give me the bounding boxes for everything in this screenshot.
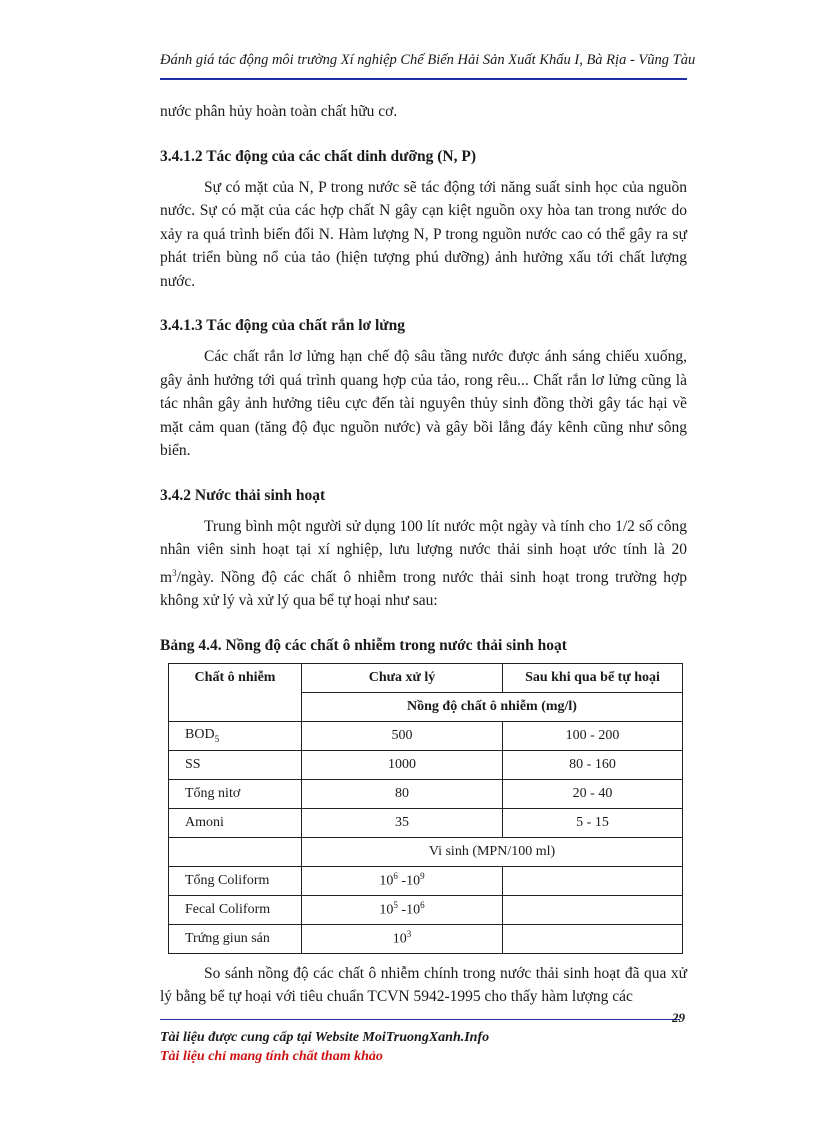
paragraph-suspended-solids: Các chất rắn lơ lửng hạn chế độ sâu tầng nước được ánh sáng chiếu xuống, gây ảnh hưởng tới quá trình quang hợp của tảo, rong rêu... Chất rắn lơ lửng cũng là tác nhân gây ảnh hưởng tiêu cực đến tài nguyên thủy sinh đồng thời gây tác hại về mặt cảm quan (tăng độ đục nguồn nước) và gây bồi lắng đáy kênh cũng như sông biển. bbox=[160, 348, 687, 459]
table-row bbox=[169, 808, 683, 837]
section-title-domestic-wastewater: 3.4.2 Nước thải sinh hoạt bbox=[160, 486, 326, 504]
row-name: Tổng Coliform bbox=[169, 866, 302, 895]
row-untreated: $10^5$ $-10^6$ bbox=[302, 895, 503, 924]
row-untreated: 35 bbox=[302, 808, 503, 837]
pollutant-table bbox=[168, 663, 683, 954]
section-title-nutrients: 3.4.1.2 Tác động của các chất dinh dưỡng (N, P) bbox=[160, 147, 477, 165]
header-untreated: Chưa xử lý bbox=[302, 663, 503, 692]
row-name: Amoni bbox=[169, 808, 302, 837]
row-untreated: $10^6$ $-10^9$ bbox=[302, 866, 503, 895]
footer-disclaimer: Tài liệu chỉ mang tính chất tham khảo bbox=[160, 1049, 383, 1064]
paragraph-nutrients: Sự có mặt của N, P trong nước sẽ tác động tới năng suất sinh học của nguồn nước. Sự có mặt của các hợp chất N gây cạn kiệt nguồn oxy hòa tan trong nước do xảy ra quá trình biến đổi N. Hàm lượng N, P trong nguồn nước cao có thể gây ra sự phát triển bùng nổ của tảo (hiện tượng phú dưỡng) ảnh hưởng xấu tới chất lượng nước. bbox=[160, 178, 687, 290]
row-name: Tổng nitơ bbox=[169, 779, 302, 808]
table-row bbox=[169, 866, 683, 895]
paragraph-text-b: /ngày. Nồng độ các chất ô nhiễm trong nước thải sinh hoạt trong trường hợp không xử lý và xử lý qua bể tự hoại như sau: bbox=[160, 568, 687, 610]
row-name: Trứng giun sán bbox=[169, 924, 302, 953]
row-untreated: 80 bbox=[302, 779, 503, 808]
row-treated: 80 - 160 bbox=[503, 750, 683, 779]
row-untreated: 500 bbox=[302, 721, 503, 750]
row-treated bbox=[503, 924, 683, 953]
row-treated: 100 - 200 bbox=[503, 721, 683, 750]
header-concentration-unit: Nồng độ chất ô nhiễm (mg/l) bbox=[302, 692, 683, 721]
footer-source-link[interactable]: Tài liệu được cung cấp tại Website MoiTruongXanh.Info bbox=[160, 1030, 490, 1045]
row-name-empty bbox=[169, 837, 302, 866]
running-header: Đánh giá tác động môi trường Xí nghiệp Chế Biến Hải Sản Xuất Khẩu I, Bà Rịa - Vũng Tàu bbox=[160, 52, 696, 68]
row-untreated: 1000 bbox=[302, 750, 503, 779]
row-name: Fecal Coliform bbox=[169, 895, 302, 924]
row-treated: 20 - 40 bbox=[503, 779, 683, 808]
page-content bbox=[160, 100, 687, 1009]
microbial-unit-header: Vi sinh (MPN/100 ml) bbox=[302, 837, 683, 866]
page-number: 29 bbox=[672, 1010, 685, 1025]
paragraph-domestic-wastewater bbox=[160, 515, 687, 613]
row-treated: 5 - 15 bbox=[503, 808, 683, 837]
closing-paragraph: So sánh nồng độ các chất ô nhiễm chính trong nước thải sinh hoạt đã qua xử lý bằng bể tự hoại với tiêu chuẩn TCVN 5942-1995 cho thấy hàm lượng các bbox=[160, 964, 687, 1006]
table-row bbox=[169, 750, 683, 779]
table-row bbox=[169, 779, 683, 808]
table-row bbox=[169, 895, 683, 924]
footer-divider bbox=[160, 1019, 680, 1020]
table-header-row bbox=[169, 663, 683, 692]
row-treated bbox=[503, 895, 683, 924]
intro-paragraph: nước phân hủy hoàn toàn chất hữu cơ. bbox=[160, 103, 398, 120]
row-name: SS bbox=[169, 750, 302, 779]
row-treated bbox=[503, 866, 683, 895]
header-pollutant: Chất ô nhiễm bbox=[169, 663, 302, 721]
cubic-superscript: 3 bbox=[172, 567, 177, 578]
table-row bbox=[169, 924, 683, 953]
table-row bbox=[169, 721, 683, 750]
table-row-microbial-header bbox=[169, 837, 683, 866]
row-untreated: $10^3$ bbox=[302, 924, 503, 953]
header-treated: Sau khi qua bể tự hoại bbox=[503, 663, 683, 692]
table-caption: Bảng 4.4. Nồng độ các chất ô nhiễm trong nước thải sinh hoạt bbox=[160, 636, 567, 654]
header-divider bbox=[160, 78, 687, 80]
paragraph-text-a: Trung bình một người sử dụng 100 lít nước một ngày và tính cho 1/2 số công nhân viên sinh hoạt tại xí nghiệp, lưu lượng nước thải sinh hoạt ước tính là 20 m bbox=[160, 517, 687, 586]
row-name: $BOD_5$ bbox=[169, 721, 302, 750]
section-title-suspended-solids: 3.4.1.3 Tác động của chất rắn lơ lửng bbox=[160, 317, 405, 334]
